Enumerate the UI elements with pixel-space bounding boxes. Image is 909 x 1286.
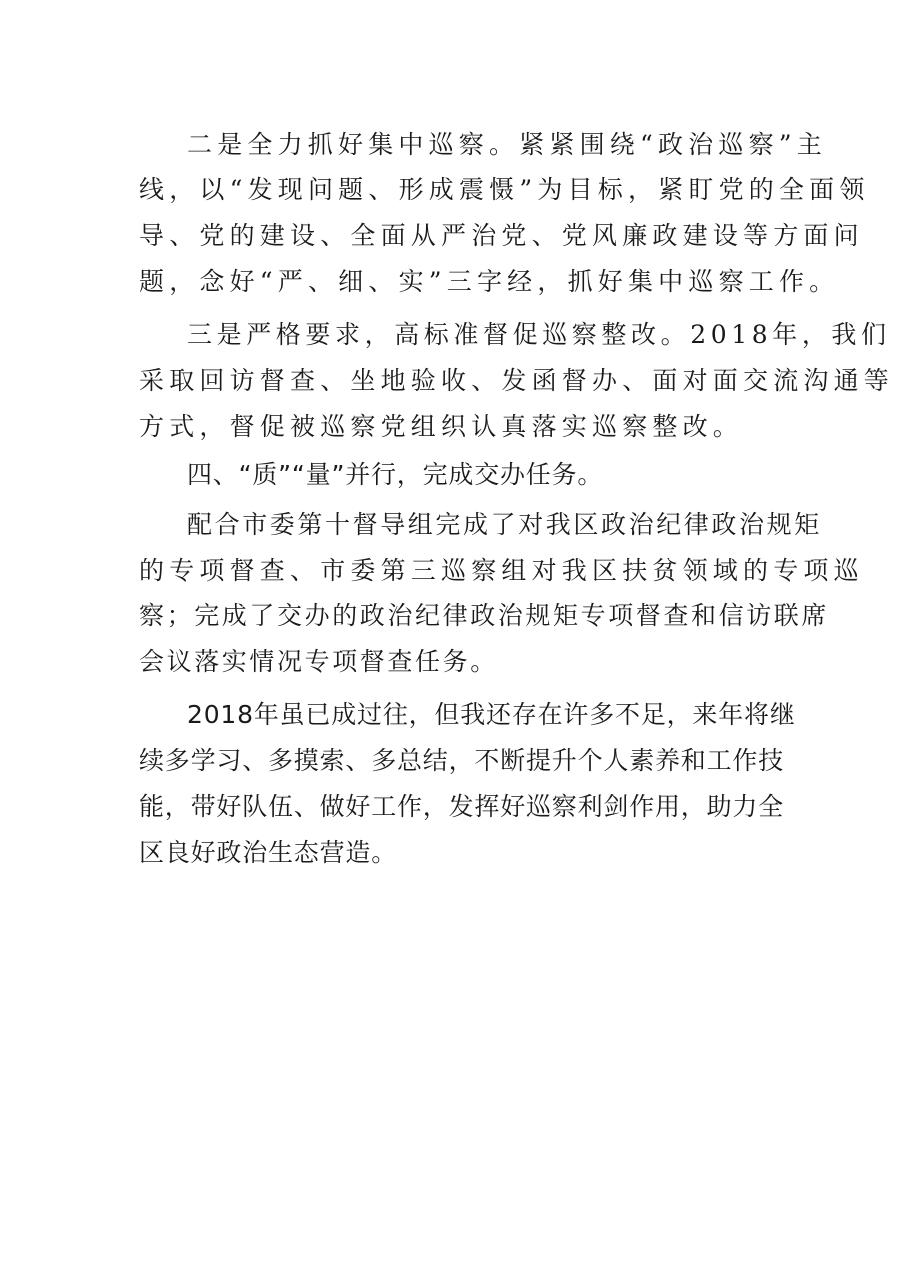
paragraph-line: 续多学习、多摸索、多总结，不断提升个人素养和工作技: [139, 746, 785, 775]
paragraph-line: 采取回访督查、坐地验收、发函督办、面对面交流沟通等: [139, 366, 895, 395]
paragraph-line: 线，以“发现问题、形成震慑”为目标，紧盯党的全面领: [139, 175, 870, 204]
paragraph-line: 导、党的建设、全面从严治党、党风廉政建设等方面问: [139, 221, 864, 250]
section-heading: 四、“质”“量”并行，完成交办任务。: [187, 460, 604, 489]
paragraph-line: 题，念好“严、细、实”三字经，抓好集中巡察工作。: [139, 267, 840, 296]
paragraph-line: 区良好政治生态营造。: [139, 838, 398, 867]
paragraph-line: 会议落实情况专项督查任务。: [139, 647, 498, 676]
paragraph-line: 三是严格要求，高标准督促巡察整改。2018年，我们: [187, 320, 891, 349]
paragraph-line: 方式，督促被巡察党组织认真落实巡察整改。: [139, 412, 744, 441]
paragraph-line: 的专项督查、市委第三巡察组对我区扶贫领域的专项巡: [139, 556, 864, 585]
paragraph-line: 察；完成了交办的政治纪律政治规矩专项督查和信访联席: [139, 601, 830, 630]
paragraph-line: 能，带好队伍、做好工作，发挥好巡察利剑作用，助力全: [139, 792, 785, 821]
paragraph-line: 二是全力抓好集中巡察。紧紧围绕“政治巡察”主: [187, 130, 827, 159]
paragraph-line: 配合市委第十督导组完成了对我区政治纪律政治规矩: [187, 510, 822, 539]
paragraph-line: 2018年虽已成过往，但我还存在许多不足，来年将继: [187, 700, 796, 729]
